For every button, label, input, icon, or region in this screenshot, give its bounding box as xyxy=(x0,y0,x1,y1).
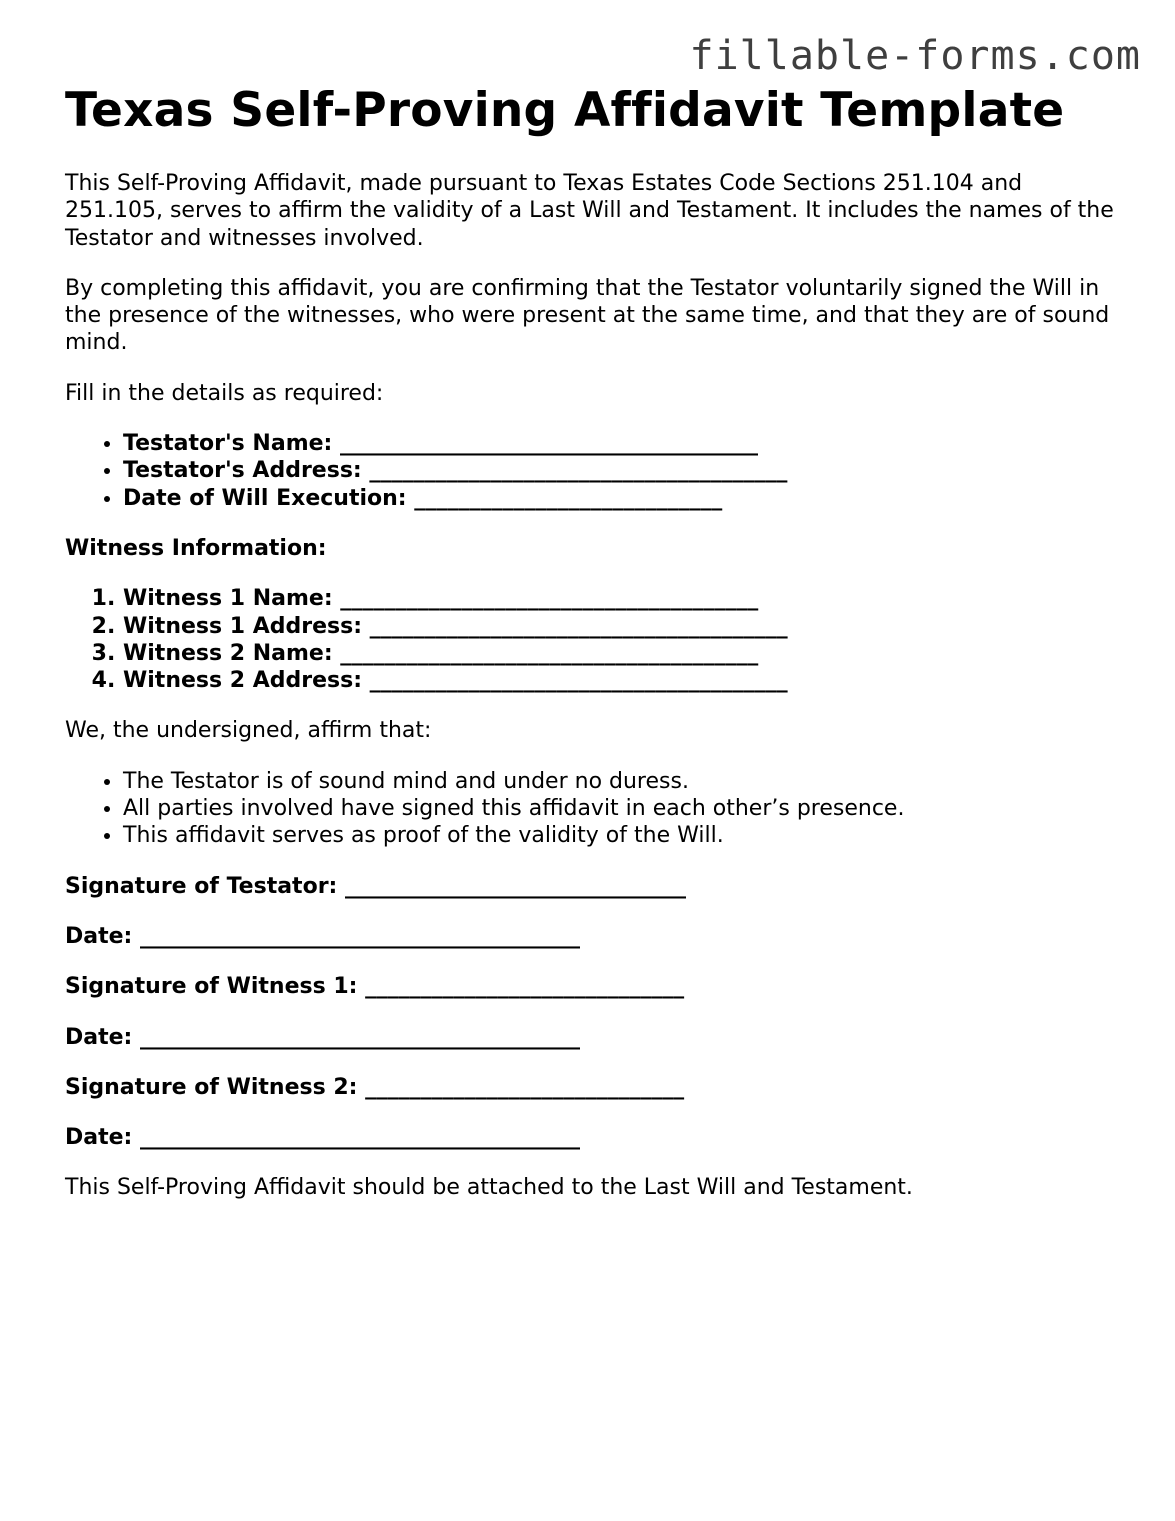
testator-details-list xyxy=(65,430,1125,512)
witness-1-address-field[interactable]: 2. Witness 1 Address: ______________________________________ xyxy=(123,613,1125,640)
witness-2-address-field[interactable]: 4. Witness 2 Address: ______________________________________ xyxy=(123,667,1125,694)
witness-2-date-field[interactable]: Date: ________________________________________ xyxy=(65,1125,581,1151)
witness-1-name-field[interactable]: 1. Witness 1 Name: ______________________________________ xyxy=(123,585,1125,612)
testator-address-field[interactable]: • Testator's Address: ______________________________________ xyxy=(123,457,1125,484)
page-title: Texas Self-Proving Affidavit Template xyxy=(65,83,1065,138)
witness-2-signature-field[interactable]: Signature of Witness 2: _____________________________ xyxy=(65,1074,685,1100)
witness-1-signature-field[interactable]: Signature of Witness 1: _____________________________ xyxy=(65,974,685,1000)
will-execution-date-field[interactable]: • Date of Will Execution: ____________________________ xyxy=(123,485,1125,512)
affirmation-item: • The Testator is of sound mind and under no duress. xyxy=(123,768,1125,795)
testator-name-field[interactable]: • Testator's Name: ______________________________________ xyxy=(123,430,1125,457)
witness-heading: Witness Information: xyxy=(65,535,327,561)
document-body xyxy=(65,84,1125,1202)
affirmation-item: • All parties involved have signed this affidavit in each other’s presence. xyxy=(123,795,1125,822)
witness-list xyxy=(65,585,1125,694)
affirm-lead: We, the undersigned, affirm that: xyxy=(65,718,432,744)
affirmation-item: • This affidavit serves as proof of the validity of the Will. xyxy=(123,822,1125,849)
witness-2-name-field[interactable]: 3. Witness 2 Name: ______________________________________ xyxy=(123,640,1125,667)
testator-date-field[interactable]: Date: ________________________________________ xyxy=(65,923,581,949)
watermark: fillable-forms.com xyxy=(689,33,1141,79)
fill-prompt: Fill in the details as required: xyxy=(65,380,384,406)
intro-paragraph-2: By completing this affidavit, you are confirming that the Testator voluntarily signed the Will in the presence of the witnesses, who were present at the same time, and that they are of sound mind. xyxy=(65,275,1110,356)
testator-signature-field[interactable]: Signature of Testator: _______________________________ xyxy=(65,873,686,899)
intro-paragraph-1: This Self-Proving Affidavit, made pursuant to Texas Estates Code Sections 251.104 and 251.105, serves to affirm the validity of a Last Will and Testament. It includes the names of the Testator and witnesses involved. xyxy=(65,171,1114,251)
witness-1-date-field[interactable]: Date: ________________________________________ xyxy=(65,1024,581,1050)
closing-note: This Self-Proving Affidavit should be attached to the Last Will and Testament. xyxy=(65,1175,913,1201)
affirmation-list xyxy=(65,768,1125,850)
